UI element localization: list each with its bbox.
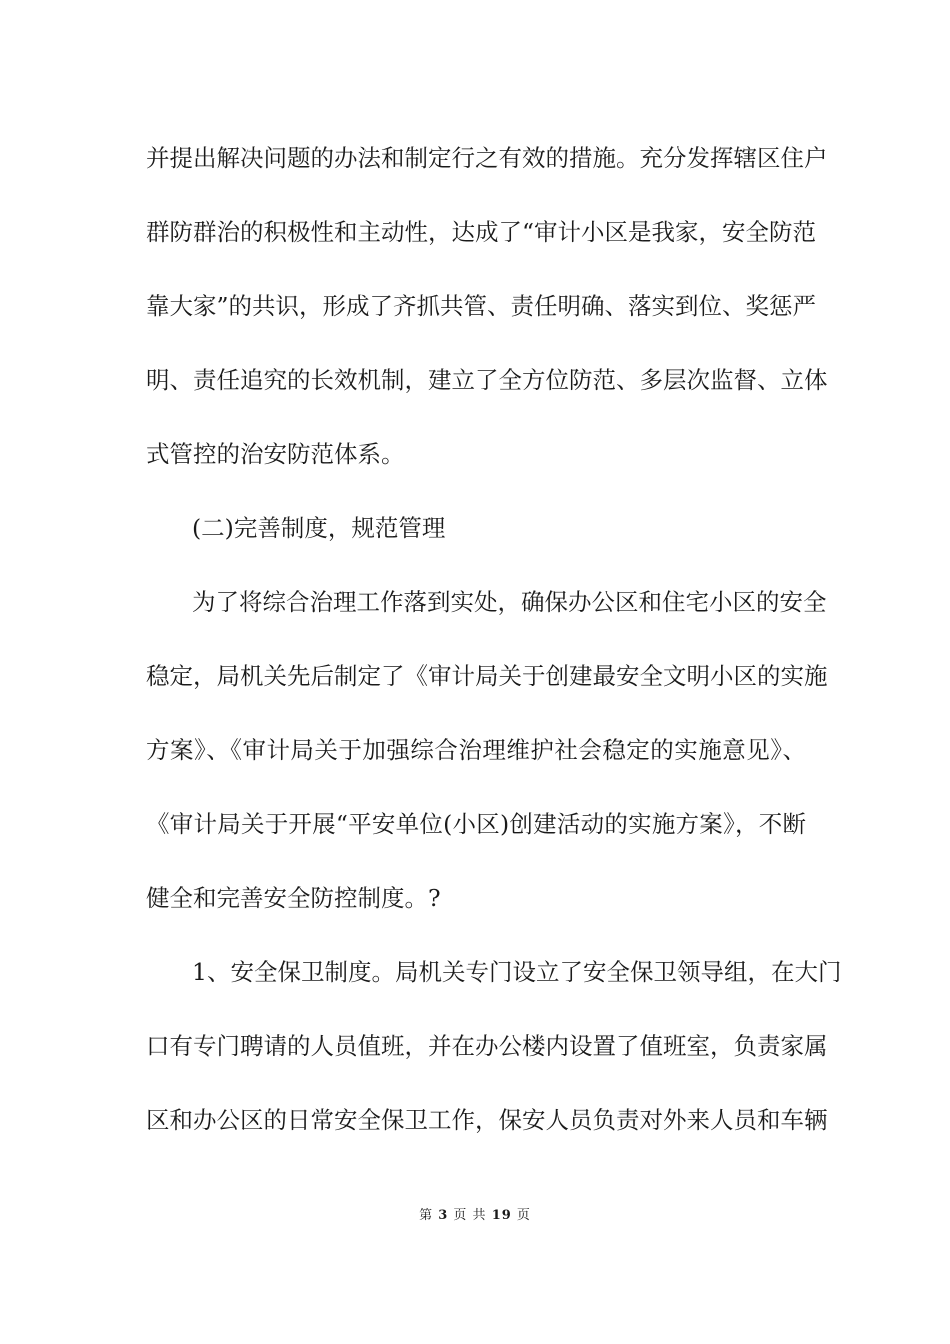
footer-suffix: 页 <box>516 1208 531 1223</box>
footer-middle: 页 共 <box>453 1208 487 1223</box>
body-text-line: 区和办公区的日常安全保卫工作，保安人员负责对外来人员和车辆 <box>146 1106 828 1134</box>
body-text-line: 口有专门聘请的人员值班，并在办公楼内设置了值班室，负责家属 <box>146 1032 828 1060</box>
footer-prefix: 第 <box>419 1208 434 1223</box>
current-page-number: 3 <box>438 1208 449 1223</box>
body-text-line: 式管控的治安防范体系。 <box>146 440 405 468</box>
body-text-line: 《审计局关于开展“平安单位(小区)创建活动的实施方案》，不断 <box>146 810 806 838</box>
body-text-line: 为了将综合治理工作落到实处，确保办公区和住宅小区的安全 <box>192 588 827 616</box>
body-text-line: 1、安全保卫制度。局机关专门设立了安全保卫领导组，在大门 <box>192 958 842 986</box>
body-text-line: 靠大家”的共识，形成了齐抓共管、责任明确、落实到位、奖惩严 <box>146 292 817 320</box>
body-text-line: 方案》、《审计局关于加强综合治理维护社会稳定的实施意见》、 <box>146 736 806 764</box>
body-text-line: 明、责任追究的长效机制，建立了全方位防范、多层次监督、立体 <box>146 366 828 394</box>
body-text-line: 健全和完善安全防控制度。? <box>146 884 441 912</box>
body-text-line: 群防群治的积极性和主动性，达成了“审计小区是我家，安全防范 <box>146 218 817 246</box>
total-pages-number: 19 <box>491 1208 512 1223</box>
body-text-line: 稳定，局机关先后制定了《审计局关于创建最安全文明小区的实施 <box>146 662 828 690</box>
page-footer <box>0 1207 950 1225</box>
section-heading: (二)完善制度，规范管理 <box>192 514 446 542</box>
body-text-line: 并提出解决问题的办法和制定行之有效的措施。充分发挥辖区住户 <box>146 144 828 172</box>
